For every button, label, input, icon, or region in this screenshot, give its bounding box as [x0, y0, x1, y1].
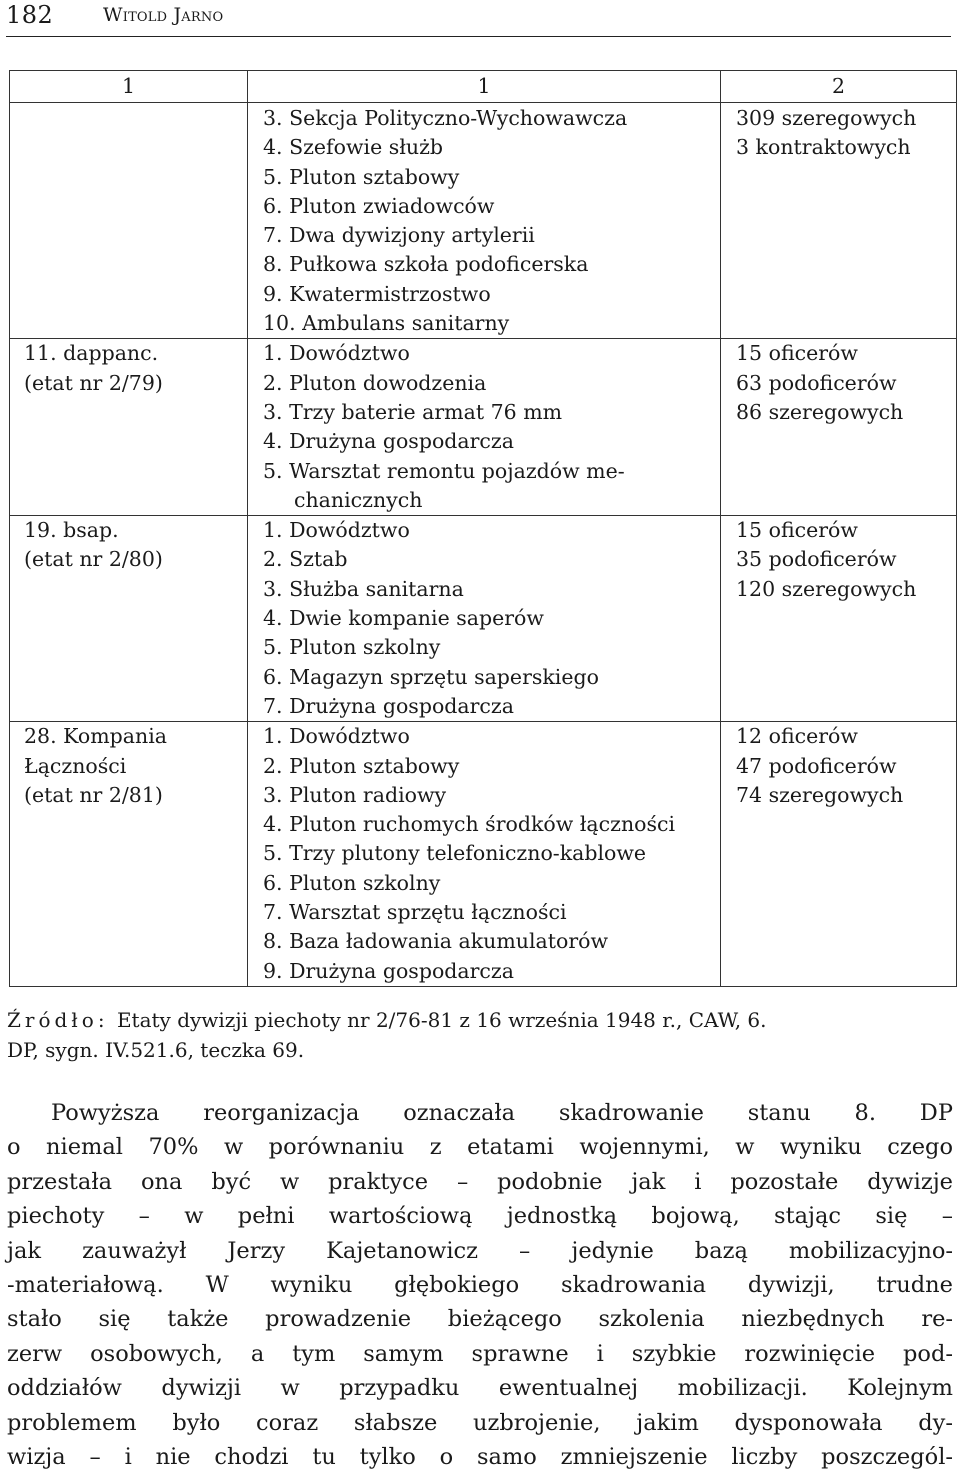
cell-line: 28. Kompania [24, 724, 167, 749]
unit-cell [10, 722, 248, 987]
strength-cell [721, 516, 957, 722]
source-note [7, 1005, 952, 1065]
cell-line: 4. Drużyna gospodarcza [263, 429, 514, 454]
cell-line: 7. Drużyna gospodarcza [263, 693, 514, 718]
table-row [10, 339, 957, 516]
table-body [10, 103, 957, 987]
cell-line: 3. Trzy baterie armat 76 mm [263, 399, 563, 424]
paragraph-line: piechoty – w pełni wartościową jednostką bojową, stając się – [7, 1203, 953, 1230]
cell-line: 1. Dowództwo [263, 518, 410, 543]
strength-cell [721, 722, 957, 987]
cell-line: 7. Dwa dywizjony artylerii [263, 223, 535, 248]
cell-line: 9. Kwatermistrzostwo [263, 281, 491, 306]
cell-line: 7. Warsztat sprzętu łączności [263, 900, 567, 925]
body-paragraph [7, 1096, 953, 1474]
source-label: Źródło: [7, 1008, 109, 1032]
paragraph-line: -materiałową. W wyniku głębokiego skadrowania dywizji, trudne [7, 1272, 953, 1299]
cell-line: 63 podoficerów [736, 370, 897, 395]
cell-line: 2. Sztab [263, 547, 348, 572]
cell-line: 309 szeregowych [736, 106, 917, 130]
running-head: Witold Jarno [103, 4, 224, 26]
paragraph-line: Powyższa reorganizacja oznaczała skadrowanie stanu 8. DP [51, 1100, 953, 1126]
cell-line: 3. Służba sanitarna [263, 576, 464, 601]
cell-line: 15 oficerów [736, 518, 858, 543]
column-header: 1 [248, 71, 721, 103]
cell-line: 6. Pluton zwiadowców [263, 193, 495, 218]
cell-line: 4. Dwie kompanie saperów [263, 606, 544, 631]
cell-line: 1. Dowództwo [263, 724, 410, 749]
paragraph-line: oddziałów dywizji w przypadku ewentualnej mobilizacji. Kolejnym [7, 1375, 953, 1402]
paragraph-line: o niemal 70% w porównaniu z etatami wojennymi, w wyniku czego [7, 1134, 953, 1161]
unit-cell [10, 516, 248, 722]
paragraph-line: wizja – i nie chodzi tu tylko o samo zmniejszenie liczby poszczegól- [7, 1444, 953, 1471]
cell-line: (etat nr 2/79) [24, 370, 163, 395]
cell-line: 3. Pluton radiowy [263, 782, 447, 807]
cell-line: 3. Sekcja Polityczno-Wychowawcza [263, 106, 628, 130]
cell-line: 4. Pluton ruchomych środków łączności [263, 812, 676, 837]
cell-line: 8. Pułkowa szkoła podoficerska [263, 252, 589, 277]
unit-cell [10, 103, 248, 339]
table-row [10, 516, 957, 722]
cell-line: 2. Pluton sztabowy [263, 753, 460, 778]
strength-cell [721, 103, 957, 339]
cell-line: 19. bsap. [24, 518, 119, 543]
cell-line: 35 podoficerów [736, 547, 897, 572]
cell-line: 6. Pluton szkolny [263, 870, 441, 895]
source-text-line: DP, sygn. IV.521.6, teczka 69. [7, 1038, 305, 1062]
column-header: 1 [10, 71, 248, 103]
cell-line: 4. Szefowie służb [263, 135, 444, 160]
organization-table [9, 70, 957, 987]
page-number: 182 [6, 1, 54, 29]
cell-line: 6. Magazyn sprzętu saperskiego [263, 664, 599, 689]
components-cell [248, 103, 721, 339]
cell-line: 10. Ambulans sanitarny [263, 311, 510, 336]
source-text-line: Etaty dywizji piechoty nr 2/76-81 z 16 września 1948 r., CAW, 6. [116, 1008, 767, 1032]
cell-line: 5. Pluton szkolny [263, 635, 441, 660]
page-header [6, 0, 951, 37]
paragraph-line: przestała ona być w praktyce – podobnie jak i pozostałe dywizje [7, 1168, 953, 1195]
table-row [10, 722, 957, 987]
column-header: 2 [721, 71, 957, 103]
cell-line: 5. Trzy plutony telefoniczno-kablowe [263, 841, 647, 866]
components-cell [248, 339, 721, 516]
cell-line: 74 szeregowych [736, 782, 904, 807]
cell-line: 15 oficerów [736, 341, 858, 366]
cell-line: 12 oficerów [736, 724, 858, 749]
cell-line: chanicznych [294, 487, 423, 512]
cell-line: 3 kontraktowych [736, 135, 911, 160]
paragraph-line: jak zauważył Jerzy Kajetanowicz – jedynie bazą mobilizacyjno- [7, 1237, 953, 1264]
cell-line: 11. dappanc. [24, 341, 159, 366]
cell-line: 5. Pluton sztabowy [263, 164, 460, 189]
components-cell [248, 516, 721, 722]
paragraph-line: problemem było coraz słabsze uzbrojenie, jakim dysponowała dy- [7, 1409, 953, 1436]
cell-line: 47 podoficerów [736, 753, 897, 778]
cell-line: 5. Warsztat remontu pojazdów me- [263, 458, 625, 483]
cell-line: 9. Drużyna gospodarcza [263, 958, 514, 983]
paragraph-line: stało się także prowadzenie bieżącego szkolenia niezbędnych re- [7, 1306, 953, 1333]
strength-cell [721, 339, 957, 516]
cell-line: 120 szeregowych [736, 576, 917, 601]
cell-line: 2. Pluton dowodzenia [263, 370, 487, 395]
cell-line: 1. Dowództwo [263, 341, 410, 366]
cell-line: (etat nr 2/80) [24, 547, 163, 572]
unit-cell [10, 339, 248, 516]
paragraph-line: zerw osobowych, a tym samym sprawne i szybkie rozwinięcie pod- [7, 1340, 953, 1367]
cell-line: 8. Baza ładowania akumulatorów [263, 929, 609, 954]
table-header-row [10, 71, 957, 103]
table-row [10, 103, 957, 339]
cell-line: (etat nr 2/81) [24, 782, 163, 807]
components-cell [248, 722, 721, 987]
cell-line: 86 szeregowych [736, 399, 904, 424]
cell-line: Łączności [24, 753, 127, 778]
